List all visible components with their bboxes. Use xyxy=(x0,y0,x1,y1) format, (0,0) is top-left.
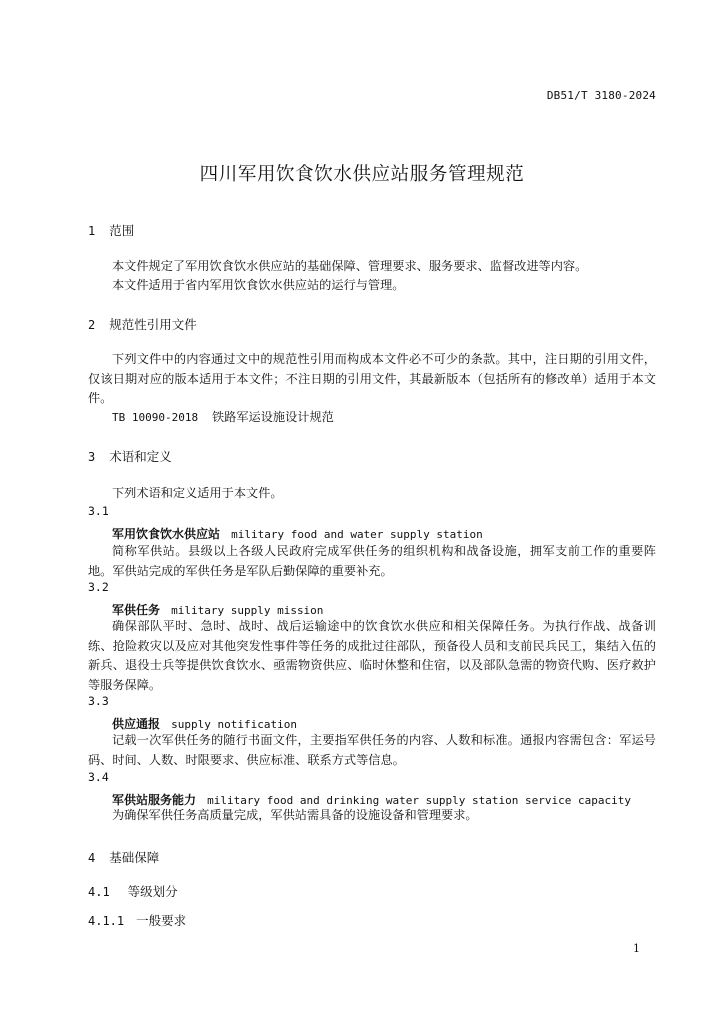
section-number: 4 xyxy=(88,851,96,865)
section-2-heading xyxy=(88,315,197,333)
term-english: military food and drinking water supply station service capacity xyxy=(207,794,631,807)
term-heading xyxy=(112,523,483,542)
term-heading xyxy=(112,599,323,618)
term-english: military food and water supply station xyxy=(231,528,483,541)
subsection-number: 4.1 xyxy=(88,885,110,899)
term-chinese: 军供站服务能力 xyxy=(112,793,197,807)
reference-code: TB 10090-2018 xyxy=(112,411,199,424)
section-title: 规范性引用文件 xyxy=(109,317,197,332)
section-3-heading xyxy=(88,447,172,465)
subsection-title: 一般要求 xyxy=(136,913,187,928)
section-number: 1 xyxy=(88,224,96,238)
references-paragraph: 下列文件中的内容通过文中的规范性引用而构成本文件必不可少的条款。其中，注日期的引用文件，仅该日期对应的版本适用于本文件；不注日期的引用文件，其最新版本（包括所有的修改单）适用于本文件。 xyxy=(88,352,656,405)
scope-paragraph-2: 本文件适用于省内军用饮食饮水供应站的运行与管理。 xyxy=(112,278,405,292)
standard-number: DB51/T 3180-2024 xyxy=(546,89,656,102)
term-chinese: 军用饮食饮水供应站 xyxy=(112,527,221,541)
term-chinese: 军供任务 xyxy=(112,603,161,617)
term-heading xyxy=(112,713,297,732)
term-definition: 确保部队平时、急时、战时、战后运输途中的饮食饮水供应和相关保障任务。为执行作战、战备训练、抢险救灾以及应对其他突发性事件等任务的成批过往部队，预备役人员和支前民兵民工，集结入伍的新兵、退役士兵等提供饮食饮水、亟需物资供应、临时休整和住宿，以及部队急需的物资代购、医疗救护等服务保障。 xyxy=(88,619,656,692)
section-1-heading xyxy=(88,221,134,239)
page-number: 1 xyxy=(633,942,640,955)
term-number: 3.1 xyxy=(88,504,109,518)
subsection-number: 4.1.1 xyxy=(88,914,125,928)
section-title: 术语和定义 xyxy=(109,449,172,464)
term-definition: 为确保军供任务高质量完成，军供站需具备的设施设备和管理要求。 xyxy=(112,808,478,822)
section-number: 2 xyxy=(88,318,96,332)
subsection-4-1-heading xyxy=(88,882,178,900)
section-4-heading xyxy=(88,848,159,866)
scope-paragraph-1: 本文件规定了军用饮食饮水供应站的基础保障、管理要求、服务要求、监督改进等内容。 xyxy=(112,259,588,273)
term-english: military supply mission xyxy=(171,604,324,617)
term-english: supply notification xyxy=(171,718,297,731)
terms-intro: 下列术语和定义适用于本文件。 xyxy=(112,486,283,500)
term-number: 3.2 xyxy=(88,580,109,594)
subsection-4-1-1-heading xyxy=(88,911,186,929)
reference-entry xyxy=(112,408,334,427)
term-definition: 记载一次军供任务的随行书面文件，主要指军供任务的内容、人数和标准。通报内容需包含：军运号码、时间、人数、时限要求、供应标准、联系方式等信息。 xyxy=(88,733,656,767)
section-title: 范围 xyxy=(109,223,135,238)
reference-title: 铁路军运设施设计规范 xyxy=(211,410,334,424)
section-title: 基础保障 xyxy=(109,850,160,865)
term-number: 3.4 xyxy=(88,770,109,784)
subsection-title: 等级划分 xyxy=(127,884,178,899)
section-number: 3 xyxy=(88,450,96,464)
document-title: 四川军用饮食饮水供应站服务管理规范 xyxy=(199,164,525,185)
term-chinese: 供应通报 xyxy=(112,717,161,731)
term-number: 3.3 xyxy=(88,694,109,708)
term-definition: 简称军供站。县级以上各级人民政府完成军供任务的组织机构和战备设施，拥军支前工作的重要阵地。军供站完成的军供任务是军队后勤保障的重要补充。 xyxy=(88,544,656,578)
